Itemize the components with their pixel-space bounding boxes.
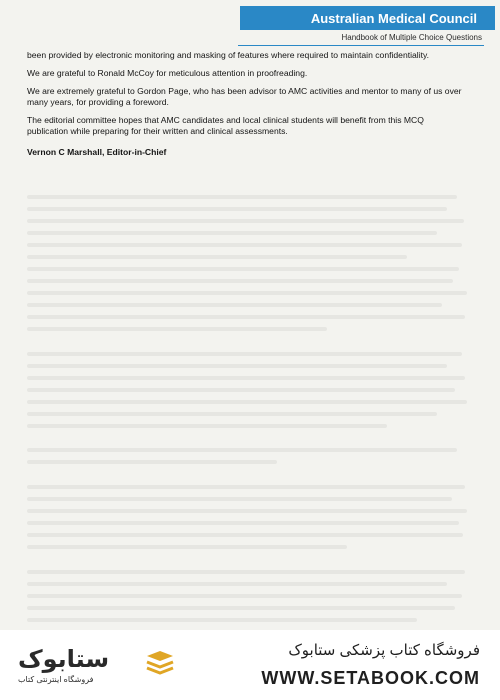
header-subtitle: Handbook of Multiple Choice Questions [341, 33, 482, 42]
paragraph: We are grateful to Ronald McCoy for meticulous attention in proofreading. [27, 68, 308, 78]
shop-name: فروشگاه کتاب پزشکی ستابوک [288, 642, 480, 659]
signature: Vernon C Marshall, Editor-in-Chief [27, 147, 167, 157]
shop-url: WWW.SETABOOK.COM [261, 668, 480, 688]
header-title: Australian Medical Council [310, 11, 477, 26]
book-stack-icon [145, 648, 175, 678]
header-banner [240, 6, 495, 30]
paragraph: The editorial committee hopes that AMC candidates and local clinical students will benefit from this MCQ publication while preparing for their written and clinical assessments. [27, 115, 424, 136]
footer-watermark [0, 630, 500, 700]
paragraph: been provided by electronic monitoring and masking of features where required to maintain confidentiality. [27, 50, 430, 60]
header-divider [238, 45, 484, 46]
paragraph: We are extremely grateful to Gordon Page, who has been advisor to AMC activities and mentor to many of us over many years, for providing a foreword. [27, 86, 462, 107]
body-text [27, 50, 465, 165]
setabook-logo-text: ستابوک [18, 646, 110, 673]
logo-tagline: فروشگاه اینترنتی کتاب [18, 675, 94, 684]
